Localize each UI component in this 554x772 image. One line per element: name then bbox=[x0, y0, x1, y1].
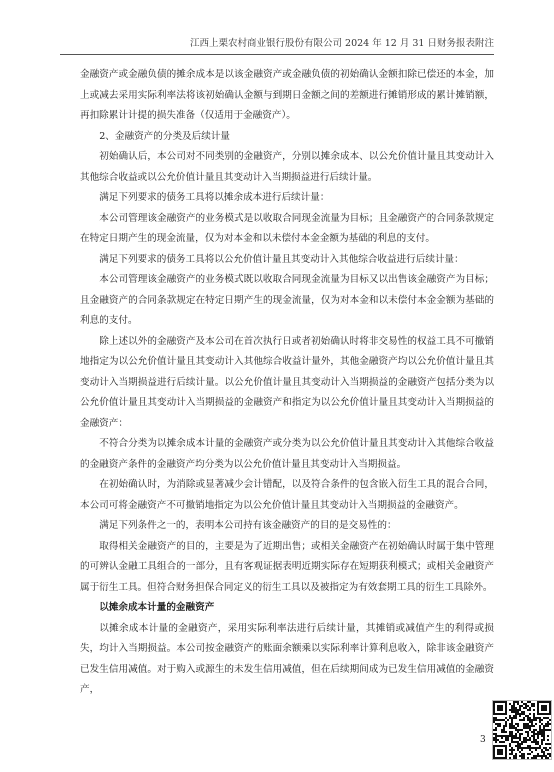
paragraph-trading-purpose-intro: 满足下列条件之一的，表明本公司持有该金融资产的目的是交易性的： bbox=[99, 520, 397, 531]
document-body bbox=[80, 64, 494, 701]
paragraph-trading-purpose-conditions: 取得相关金融资产的目的，主要是为了近期出售；或相关金融资产在初始确认时属于集中管理的可辨认金融工具组合的一部分，且有客观证据表明近期实际存在短期获利模式；或相关金融资产属于衍生工具。但符合财务担保合同定义的衍生工具以及被指定为有效套期工具的衍生工具除外。 bbox=[80, 540, 494, 593]
paragraph-fvtpl-default: 不符合分类为以摊余成本计量的金融资产或分类为以公允价值计量且其变动计入其他综合收益的金融资产条件的金融资产均分类为以公允价值计量且其变动计入当期损益。 bbox=[80, 438, 494, 470]
paragraph-initial-recognition: 初始确认后，本公司对不同类别的金融资产，分别以摊余成本、以公允价值计量且其变动计入其他综合收益或以公允价值计量且其变动计入当期损益进行后续计量。 bbox=[80, 151, 494, 183]
section-heading-classification: 2、金融资产的分类及后续计量 bbox=[99, 130, 231, 142]
qr-code-icon bbox=[492, 700, 552, 760]
paragraph-amortized-cost-criteria-intro: 满足下列要求的债务工具将以摊余成本进行后续计量： bbox=[99, 192, 330, 203]
paragraph-fvtpl-classification: 除上述以外的金融资产及本公司在首次执行日或者初始确认时将非交易性的权益工具不可撤销地指定为以公允价值计量且其变动计入其他综合收益计量外，其他金融资产均以公允价值计量且其变动计入当期损益进行后续计量。以公允价值计量且其变动计入当期损益的金融资产包括分类为以公允价值计量且其变动计入当期损益的金融资产和指定为以公允价值计量且其变动计入当期损益的金融资产： bbox=[80, 335, 494, 429]
page-header bbox=[60, 34, 494, 55]
paragraph-amortized-cost-criteria: 本公司管理该金融资产的业务模式是以收取合同现金流量为目标；且金融资产的合同条款规定在特定日期产生的现金流量，仅为对本金和以未偿付本金金额为基础的利息的支付。 bbox=[80, 212, 494, 244]
header-title: 江西上栗农村商业银行股份有限公司 2024 年 12 月 31 日财务报表附注 bbox=[190, 38, 494, 49]
paragraph-fvoci-criteria-intro: 满足下列要求的债务工具将以公允价值计量且其变动计入其他综合收益进行后续计量： bbox=[99, 253, 464, 265]
paragraph-amortized-cost-subsequent: 以摊余成本计量的金融资产，采用实际利率法进行后续计量，其摊销或减值产生的利得或损失，均计入当期损益。本公司按金融资产的账面余额乘以实际利率计算利息收入，除非该金融资产已发生信用减值。对于购入或源生的未发生信用减值，但在后续期间成为已发生信用减值的金融资产， bbox=[80, 622, 494, 695]
paragraph-fvtpl-designation: 在初始确认时，为消除或显著减少会计错配，以及符合条件的包含嵌入衍生工具的混合合同，本公司可将金融资产不可撤销地指定为以公允价值计量且其变动计入当期损益的金融资产。 bbox=[80, 479, 494, 511]
page-number: 3 bbox=[480, 735, 486, 745]
paragraph-amortized-cost-definition: 金融资产或金融负债的摊余成本是以该金融资产或金融负债的初始确认金额扣除已偿还的本金，加上或减去采用实际利率法将该初始确认金额与到期日金额之间的差额进行摊销形成的累计摊销额，再扣除累计计提的损失准备（仅适用于金融资产）。 bbox=[80, 69, 494, 121]
subheading-amortized-cost-assets: 以摊余成本计量的金融资产 bbox=[99, 602, 215, 613]
paragraph-fvoci-criteria: 本公司管理该金融资产的业务模式既以收取合同现金流量为目标又以出售该金融资产为目标；且金融资产的合同条款规定在特定日期产生的现金流量，仅为对本金和以未偿付本金金额为基础的利息的支付。 bbox=[80, 274, 494, 326]
